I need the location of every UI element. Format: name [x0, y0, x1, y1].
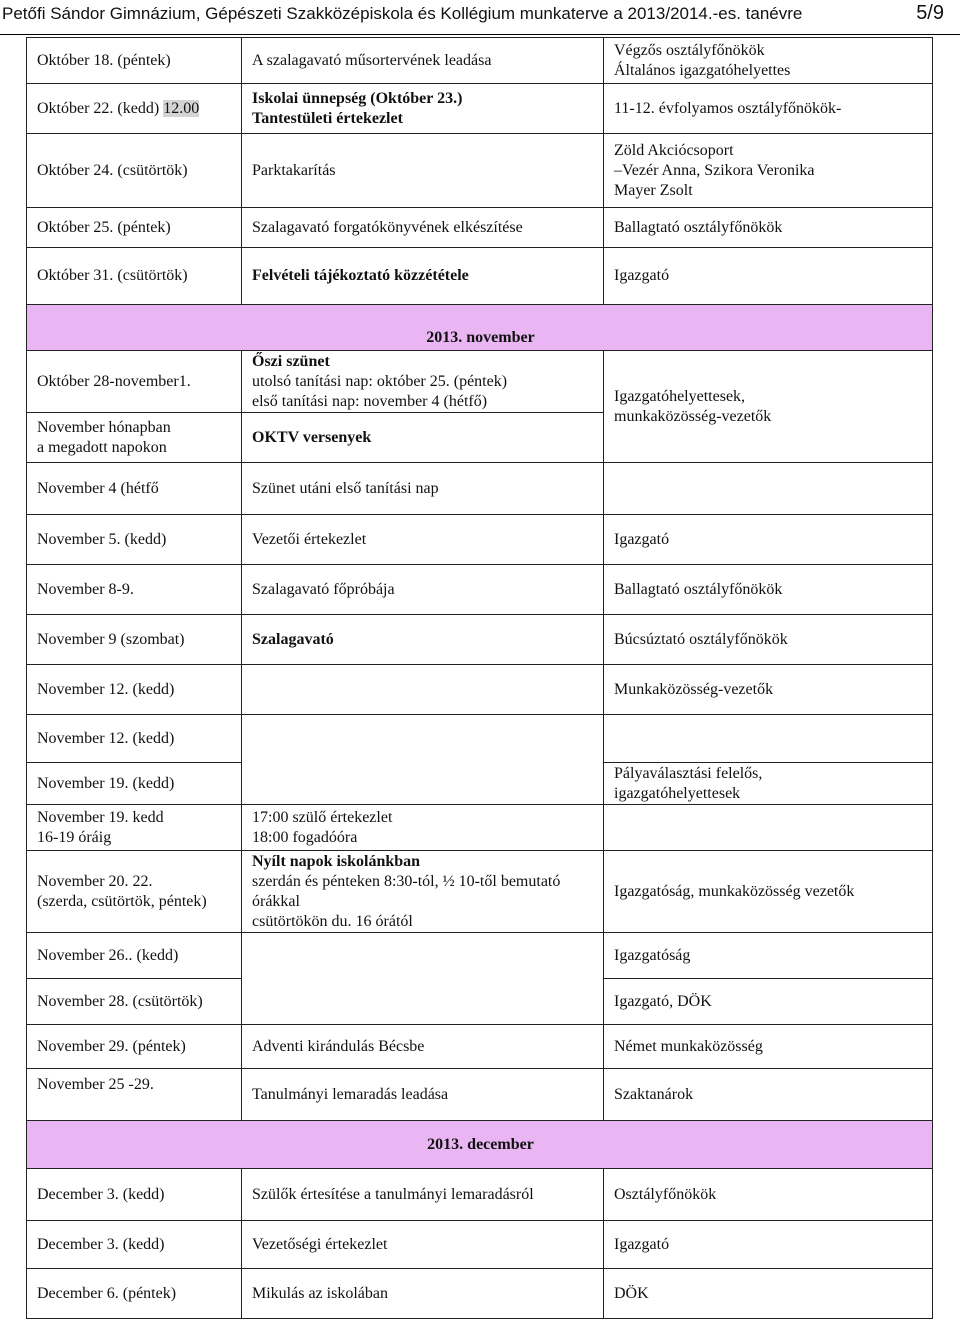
- date-cell: Október 25. (péntek): [27, 208, 242, 248]
- responsible-cell: Igazgató: [604, 1221, 933, 1269]
- event-cell: [242, 715, 604, 805]
- event-cell: [242, 351, 604, 413]
- responsible-cell: Ballagtató osztályfőnökök: [604, 565, 933, 615]
- responsible-cell: [604, 463, 933, 515]
- date-line: November 19. kedd: [37, 808, 164, 826]
- date-cell: [27, 805, 242, 851]
- event-cell: Vezetőségi értekezlet: [242, 1221, 604, 1269]
- highlighted-time: 12.00: [163, 99, 200, 117]
- date-cell: December 3. (kedd): [27, 1169, 242, 1221]
- event-cell: A szalagavató műsortervének leadása: [242, 38, 604, 84]
- responsible-line: igazgatóhelyettesek: [614, 784, 741, 802]
- event-cell: Felvételi tájékoztató közzététele: [242, 248, 604, 305]
- event-cell: Parktakarítás: [242, 134, 604, 208]
- document-title: Petőfi Sándor Gimnázium, Gépészeti Szakközépiskola és Kollégium munkaterve a 2013/2014.-es. tanévre: [2, 4, 803, 23]
- responsible-cell: [604, 38, 933, 84]
- date-text: Október 22. (kedd): [37, 99, 164, 117]
- date-cell: Október 24. (csütörtök): [27, 134, 242, 208]
- responsible-cell: [604, 715, 933, 763]
- event-line: Iskolai ünnepség (Október 23.): [252, 89, 463, 107]
- event-cell: Tanulmányi lemaradás leadása: [242, 1069, 604, 1121]
- responsible-line: Igazgatóhelyettesek,: [614, 387, 746, 405]
- table-row: [27, 463, 933, 515]
- table-row: [27, 84, 933, 134]
- event-cell: Mikulás az iskolában: [242, 1269, 604, 1319]
- event-cell: Szalagavató: [242, 615, 604, 665]
- event-line: szerdán és pénteken 8:30-tól, ½ 10-től bemutató: [252, 872, 561, 890]
- responsible-cell: Osztályfőnökök: [604, 1169, 933, 1221]
- page-number: 5/9: [916, 2, 944, 24]
- table-row: [27, 805, 933, 851]
- event-line: első tanítási nap: november 4 (hétfő): [252, 392, 488, 410]
- table-row: [27, 1221, 933, 1269]
- date-cell: November 12. (kedd): [27, 715, 242, 763]
- table-row: [27, 615, 933, 665]
- responsible-line: Pályaválasztási felelős,: [614, 764, 763, 782]
- table-row: [27, 134, 933, 208]
- date-cell: November 8-9.: [27, 565, 242, 615]
- date-cell: December 3. (kedd): [27, 1221, 242, 1269]
- responsible-line: Végzős osztályfőnökök: [614, 41, 765, 59]
- table-row: [27, 1025, 933, 1069]
- table-row: [27, 1169, 933, 1221]
- date-cell: November 28. (csütörtök): [27, 979, 242, 1025]
- table-row: [27, 1269, 933, 1319]
- responsible-cell: Igazgató, DÖK: [604, 979, 933, 1025]
- responsible-line: munkaközösség-vezetők: [614, 407, 772, 425]
- table-row: [27, 515, 933, 565]
- responsible-cell: Német munkaközösség: [604, 1025, 933, 1069]
- date-cell: [27, 84, 242, 134]
- date-line: a megadott napokon: [37, 438, 167, 456]
- month-header: 2013. december: [27, 1121, 933, 1169]
- date-cell: November 29. (péntek): [27, 1025, 242, 1069]
- date-cell: November 26.. (kedd): [27, 933, 242, 979]
- responsible-line: –Vezér Anna, Szikora Veronika: [614, 161, 815, 179]
- event-line: csütörtökön du. 16 órától: [252, 912, 413, 930]
- responsible-cell: Igazgatóság: [604, 933, 933, 979]
- table-row: [27, 1069, 933, 1121]
- responsible-cell: Igazgató: [604, 515, 933, 565]
- date-cell: November 25 -29.: [27, 1069, 242, 1121]
- date-cell: Október 31. (csütörtök): [27, 248, 242, 305]
- schedule-table: [26, 37, 933, 1319]
- table-row: [27, 208, 933, 248]
- table-row: [27, 851, 933, 933]
- table-row: [27, 351, 933, 413]
- month-header: 2013. november: [27, 305, 933, 351]
- responsible-cell: Ballagtató osztályfőnökök: [604, 208, 933, 248]
- responsible-cell: Munkaközösség-vezetők: [604, 665, 933, 715]
- responsible-line: Zöld Akciócsoport: [614, 141, 734, 159]
- event-line: Nyílt napok iskolánkban: [252, 852, 421, 870]
- date-cell: December 6. (péntek): [27, 1269, 242, 1319]
- table-row: [27, 665, 933, 715]
- responsible-cell: Szaktanárok: [604, 1069, 933, 1121]
- responsible-cell: [604, 763, 933, 805]
- month-header-row: [27, 1121, 933, 1169]
- event-line: 18:00 fogadóóra: [252, 828, 358, 846]
- date-line: 16-19 óráig: [37, 828, 112, 846]
- responsible-cell: [604, 351, 933, 463]
- date-line: November hónapban: [37, 418, 171, 436]
- date-cell: November 12. (kedd): [27, 665, 242, 715]
- date-cell: November 5. (kedd): [27, 515, 242, 565]
- event-line: Őszi szünet: [252, 352, 330, 370]
- date-line: (szerda, csütörtök, péntek): [37, 892, 207, 910]
- event-cell: [242, 84, 604, 134]
- responsible-cell: [604, 805, 933, 851]
- event-line: utolsó tanítási nap: október 25. (péntek): [252, 372, 508, 390]
- event-line: órákkal: [252, 892, 300, 910]
- event-cell: Szalagavató főpróbája: [242, 565, 604, 615]
- event-cell: [242, 933, 604, 1025]
- responsible-cell: 11-12. évfolyamos osztályfőnökök-: [604, 84, 933, 134]
- responsible-cell: Búcsúztató osztályfőnökök: [604, 615, 933, 665]
- responsible-cell: Igazgató: [604, 248, 933, 305]
- page-header: [0, 0, 960, 35]
- responsible-cell: Igazgatóság, munkaközösség vezetők: [604, 851, 933, 933]
- event-cell: [242, 665, 604, 715]
- date-cell: Október 28-november1.: [27, 351, 242, 413]
- table-row: [27, 248, 933, 305]
- table-row: [27, 715, 933, 763]
- event-cell: Szalagavató forgatókönyvének elkészítése: [242, 208, 604, 248]
- date-line: November 20. 22.: [37, 872, 153, 890]
- table-row: [27, 933, 933, 979]
- responsible-line: Általános igazgatóhelyettes: [614, 61, 791, 79]
- event-line: 17:00 szülő értekezlet: [252, 808, 393, 826]
- date-cell: November 19. (kedd): [27, 763, 242, 805]
- event-line: Tantestületi értekezlet: [252, 109, 403, 127]
- table-row: [27, 38, 933, 84]
- date-cell: November 9 (szombat): [27, 615, 242, 665]
- event-cell: [242, 805, 604, 851]
- date-cell: November 4 (hétfő: [27, 463, 242, 515]
- date-cell: [27, 851, 242, 933]
- month-header-row: [27, 305, 933, 351]
- event-cell: Szünet utáni első tanítási nap: [242, 463, 604, 515]
- event-cell: Szülők értesítése a tanulmányi lemaradásról: [242, 1169, 604, 1221]
- responsible-line: Mayer Zsolt: [614, 181, 693, 199]
- date-cell: Október 18. (péntek): [27, 38, 242, 84]
- event-cell: [242, 851, 604, 933]
- event-cell: OKTV versenyek: [242, 413, 604, 463]
- date-cell: [27, 413, 242, 463]
- responsible-cell: [604, 134, 933, 208]
- event-cell: Adventi kirándulás Bécsbe: [242, 1025, 604, 1069]
- table-row: [27, 565, 933, 615]
- responsible-cell: DÖK: [604, 1269, 933, 1319]
- event-cell: Vezetői értekezlet: [242, 515, 604, 565]
